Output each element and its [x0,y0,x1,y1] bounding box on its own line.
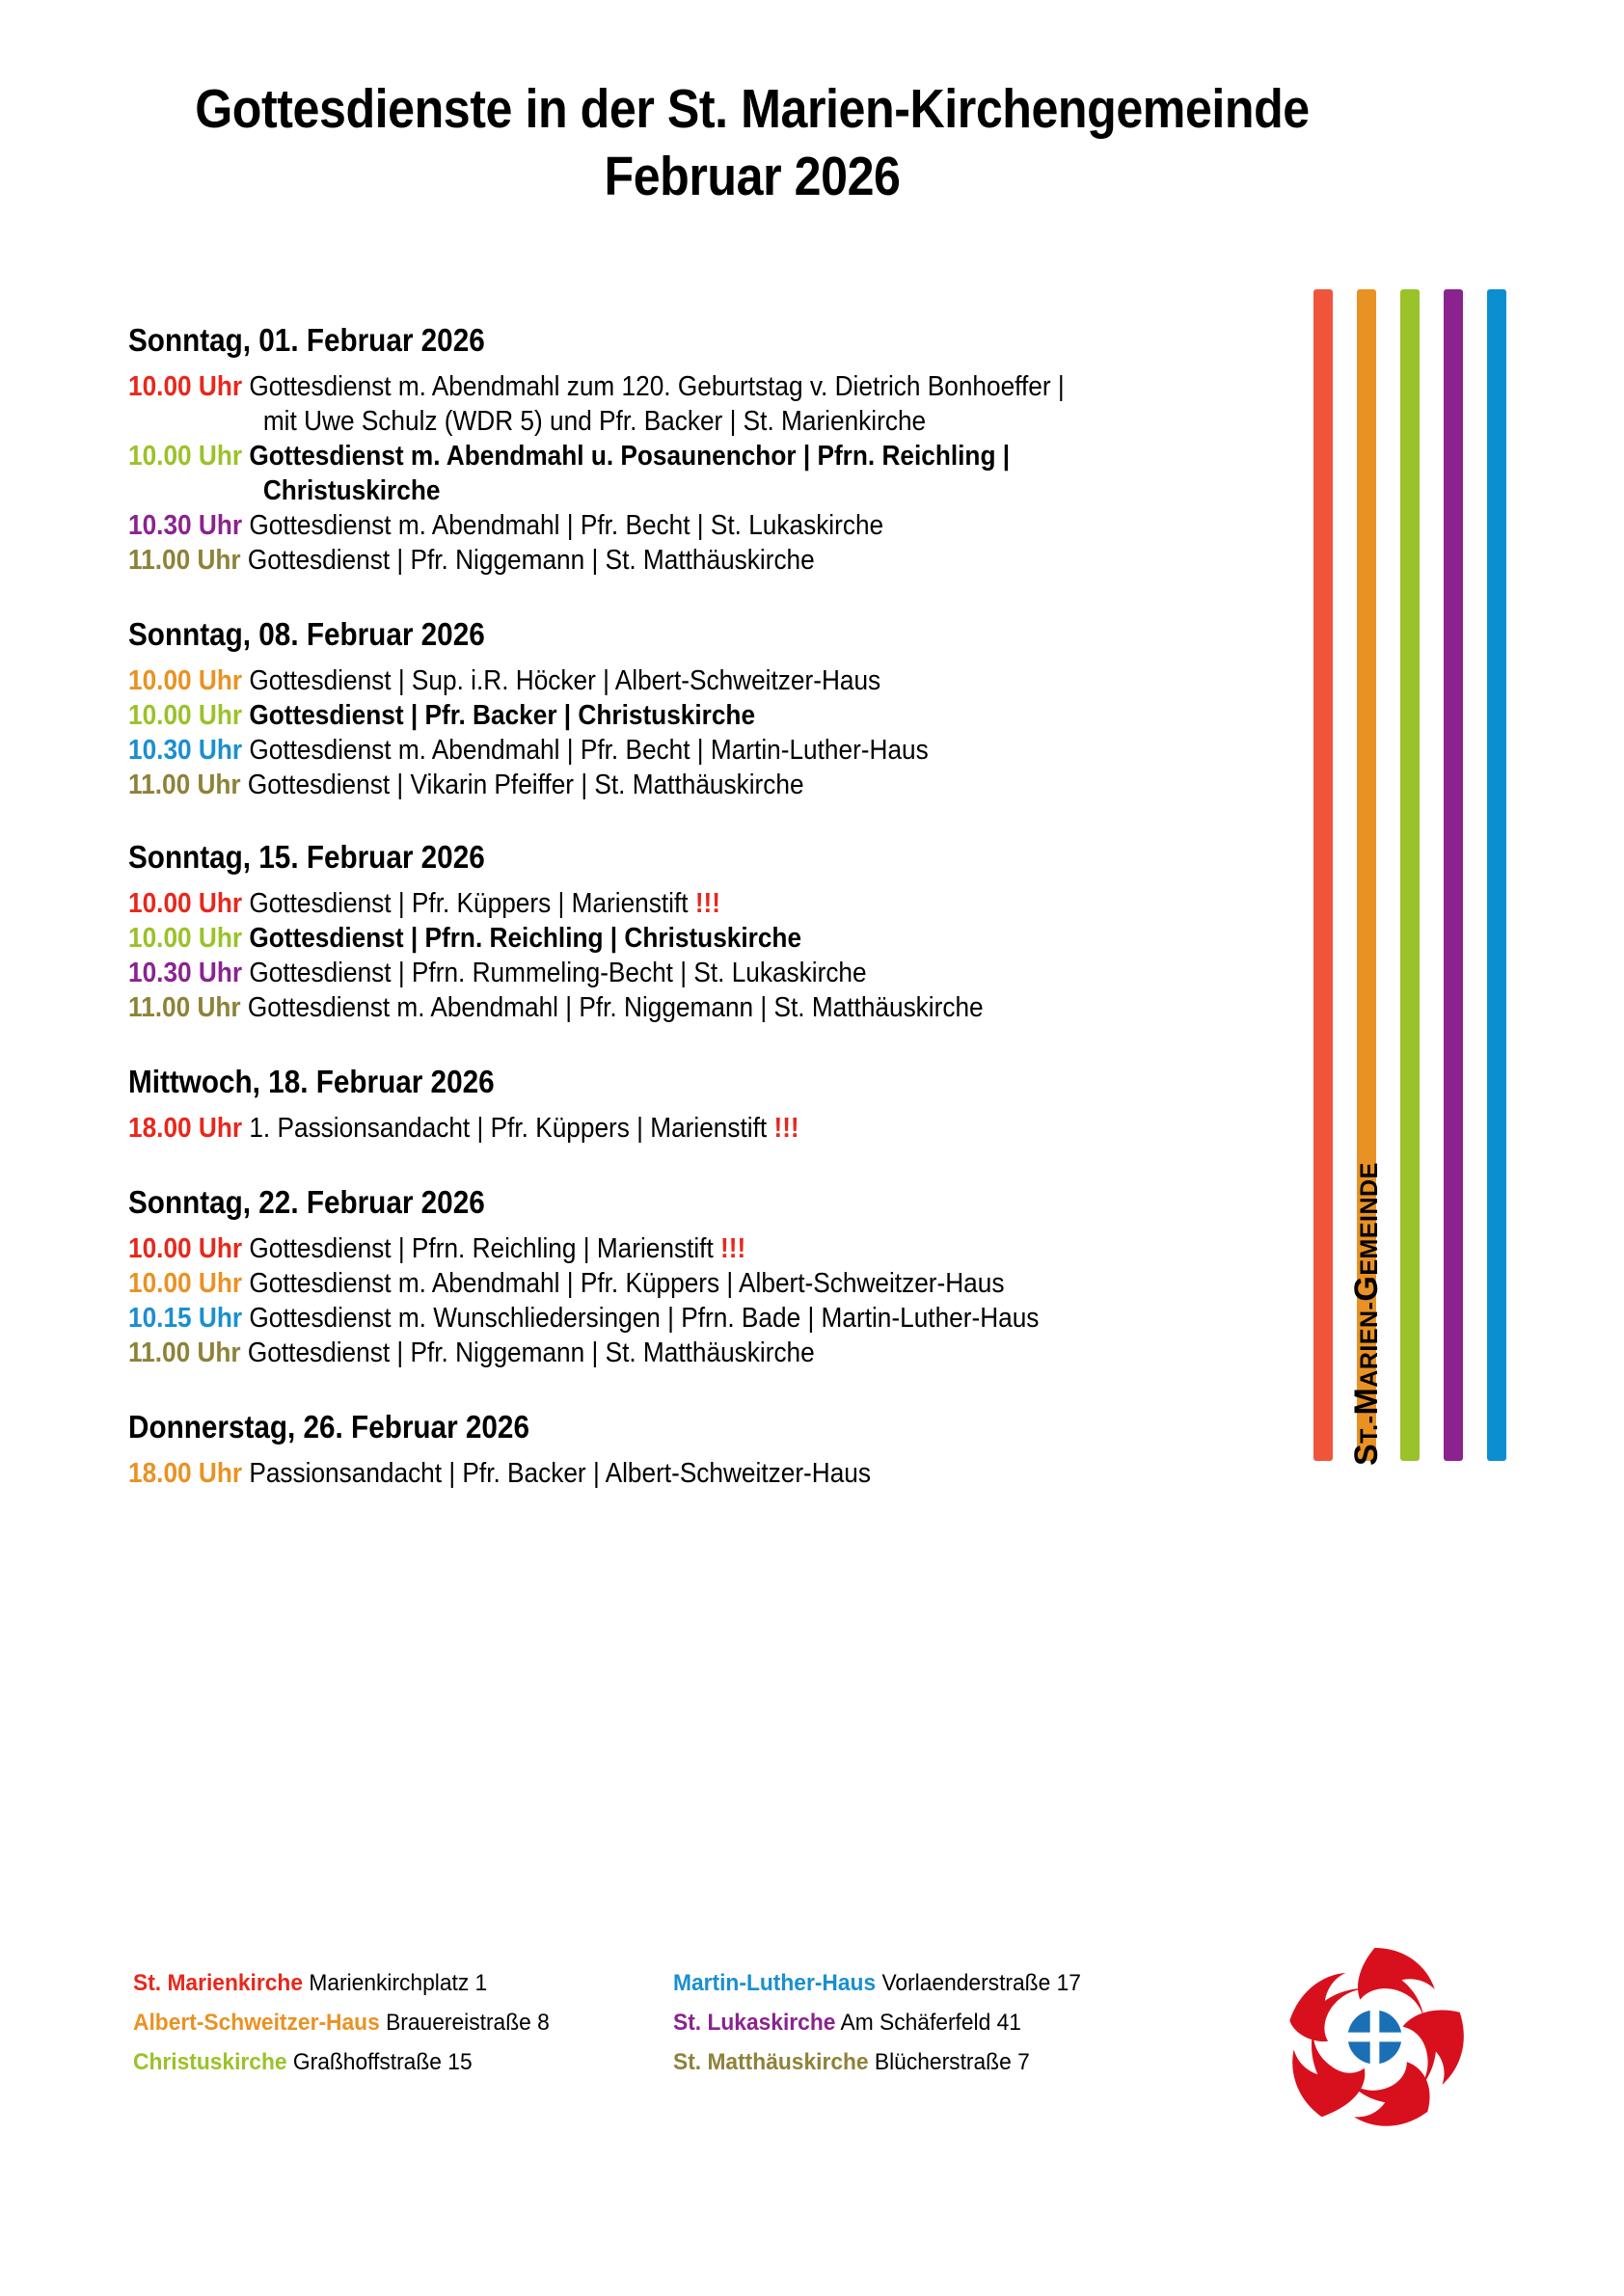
service-entry [128,921,1220,956]
service-description: Gottesdienst | Pfrn. Rummeling-Becht | St. Lukaskirche [242,958,867,988]
service-time: 10.00 Uhr [128,441,243,472]
service-schedule [128,318,1314,1526]
service-description: Gottesdienst | Pfrn. Reichling | Marienstift [242,1233,721,1264]
brand-smallcap: T.- [1356,1415,1383,1444]
venue-name: St. Marienkirche [133,1970,304,1996]
venue-address: Marienkirchplatz 1 [303,1970,488,1996]
service-entry [128,543,1220,578]
service-entry [128,1336,1220,1370]
venue-address: Blücherstraße 7 [868,2049,1030,2075]
brand-cap: S [1348,1443,1385,1466]
day-heading: Donnerstag, 26. Februar 2026 [128,1409,529,1445]
venue-address-cell [673,2046,1030,2079]
venue-address: Brauereistraße 8 [379,2010,550,2036]
service-time: 10.00 Uhr [128,371,243,402]
venue-address-cell [133,2046,636,2079]
brand-cap: G [1348,1275,1385,1302]
service-entry [128,1266,1220,1301]
venue-address: Graßhoffstraße 15 [286,2049,473,2075]
service-entry [128,508,1220,543]
venue-address-cell [673,1967,1081,2000]
service-day-block [128,1060,1314,1146]
venue-address-cell [133,1967,636,2000]
logo-pinwheel-icon [1271,1933,1478,2141]
service-description: Gottesdienst m. Abendmahl zum 120. Geburtstag v. Dietrich Bonhoeffer | [242,371,1065,402]
venue-address: Vorlaenderstraße 17 [876,1970,1081,1996]
service-description: 1. Passionsandacht | Pfr. Küppers | Marienstift [242,1113,774,1144]
venue-name: Christuskirche [133,2049,287,2075]
service-description: Gottesdienst m. Abendmahl u. Posaunenchor | Pfrn. Reichling | [242,441,1011,472]
service-description: Gottesdienst | Pfrn. Reichling | Christuskirche [242,923,802,954]
brand-vertical-text [1348,984,1406,1466]
service-time: 11.00 Uhr [128,1337,241,1368]
service-description: Gottesdienst m. Abendmahl | Pfr. Küppers | Albert-Schweitzer-Haus [242,1268,1005,1299]
service-description: Passionsandacht | Pfr. Backer | Albert-Schweitzer-Haus [242,1458,871,1489]
venue-address-cell [673,2007,1021,2039]
service-description-continuation: mit Uwe Schulz (WDR 5) und Pfr. Backer | St. Marienkirche [262,406,927,437]
attention-marker: !!! [773,1113,799,1144]
service-time: 11.00 Uhr [128,770,241,800]
service-day-block [128,612,1314,802]
service-description: Gottesdienst | Pfr. Backer | Christuskirche [242,700,756,731]
service-description: Gottesdienst | Pfr. Küppers | Marienstift [242,888,695,919]
service-entry [128,990,1220,1025]
service-day-block [128,835,1314,1025]
service-entry [128,956,1220,990]
service-description: Gottesdienst m. Abendmahl | Pfr. Becht | St. Lukaskirche [242,510,884,541]
service-description: Gottesdienst m. Abendmahl | Pfr. Becht | Martin-Luther-Haus [242,735,929,766]
service-time: 18.00 Uhr [128,1458,243,1489]
brand-cap: M [1348,1387,1385,1416]
service-day-block [128,318,1314,578]
service-time: 18.00 Uhr [128,1113,243,1144]
venue-address-row [133,2046,1213,2079]
service-entry [128,886,1220,921]
venue-name: Martin-Luther-Haus [673,1970,877,1996]
day-heading: Sonntag, 08. Februar 2026 [128,616,485,652]
service-entry [128,768,1220,802]
service-entry [128,1456,1220,1491]
service-entry [128,1231,1220,1266]
service-time: 10.00 Uhr [128,665,243,696]
service-entry [128,1301,1220,1336]
bar-purple [1444,289,1463,1461]
service-day-block [128,1405,1314,1491]
service-time: 11.00 Uhr [128,992,241,1023]
venue-name: St. Matthäuskirche [673,2049,869,2075]
day-heading: Mittwoch, 18. Februar 2026 [128,1064,495,1099]
venue-address-row [133,1967,1213,2000]
brand-smallcap: EMEINDE [1356,1162,1383,1276]
service-entry [128,733,1220,768]
service-time: 10.30 Uhr [128,735,243,766]
venue-address-cell [133,2007,636,2039]
attention-marker: !!! [720,1233,746,1264]
venue-address-row [133,2007,1213,2039]
service-entry [128,1111,1220,1146]
service-description: Gottesdienst | Pfr. Niggemann | St. Matthäuskirche [240,545,815,576]
brand-smallcap: ARIEN- [1356,1301,1383,1388]
service-day-block [128,1180,1314,1370]
service-description: Gottesdienst | Sup. i.R. Höcker | Albert-Schweitzer-Haus [242,665,881,696]
service-entry [128,663,1220,698]
bar-blue [1487,289,1506,1461]
service-time: 11.00 Uhr [128,545,241,576]
service-time: 10.00 Uhr [128,700,243,731]
day-heading: Sonntag, 22. Februar 2026 [128,1184,485,1220]
service-description: Gottesdienst m. Abendmahl | Pfr. Niggemann | St. Matthäuskirche [240,992,984,1023]
service-time: 10.30 Uhr [128,510,243,541]
day-heading: Sonntag, 15. Februar 2026 [128,839,485,875]
service-time: 10.30 Uhr [128,958,243,988]
service-description-continuation: Christuskirche [262,475,441,506]
service-entry [128,439,1220,473]
venue-address-list [133,1967,1213,2086]
service-entry [128,698,1220,733]
service-time: 10.00 Uhr [128,1233,243,1264]
service-description: Gottesdienst | Vikarin Pfeiffer | St. Matthäuskirche [240,770,804,800]
attention-marker: !!! [694,888,721,919]
service-description: Gottesdienst | Pfr. Niggemann | St. Matthäuskirche [240,1337,815,1368]
title-line-1: Gottesdienste in der St. Marien-Kirchengemeinde [195,78,1310,140]
venue-address: Am Schäferfeld 41 [835,2010,1021,2036]
service-time: 10.00 Uhr [128,923,243,954]
service-time: 10.00 Uhr [128,888,243,919]
venue-name: St. Lukaskirche [673,2010,836,2036]
service-description: Gottesdienst m. Wunschliedersingen | Pfrn. Bade | Martin-Luther-Haus [242,1303,1040,1334]
title-line-2: Februar 2026 [604,146,901,207]
page-title [0,75,1504,210]
day-heading: Sonntag, 01. Februar 2026 [128,322,485,358]
service-entry [128,369,1220,404]
service-time: 10.15 Uhr [128,1303,243,1334]
service-time: 10.00 Uhr [128,1268,243,1299]
venue-name: Albert-Schweitzer-Haus [133,2010,380,2036]
bar-red [1313,289,1333,1461]
st-marien-gemeinde-logo [1271,1933,1478,2141]
color-bar-group [1313,289,1506,1461]
